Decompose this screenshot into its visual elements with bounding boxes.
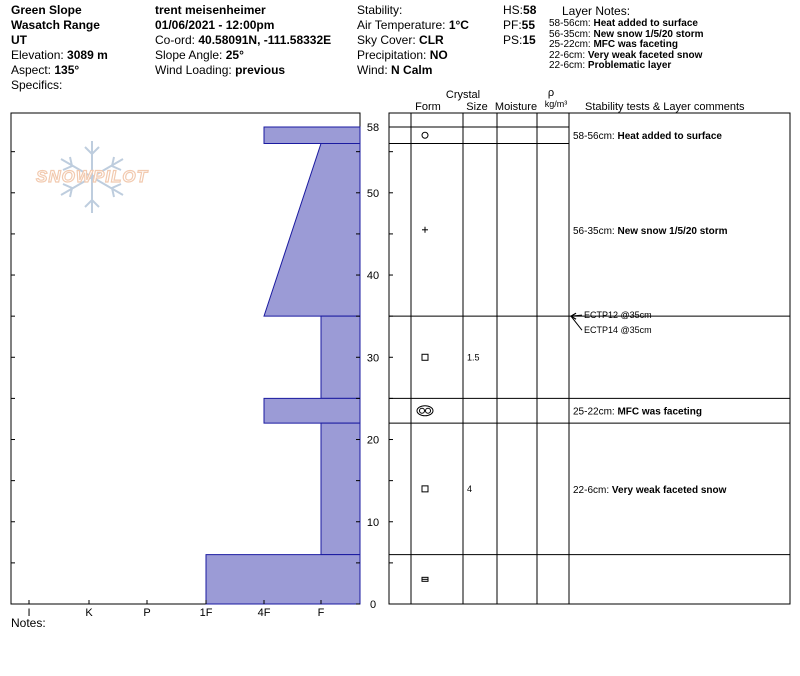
elevation-value: 3089 m bbox=[67, 48, 108, 62]
moisture-header: Moisture bbox=[494, 101, 538, 113]
layer-comment-range: 22-6cm: bbox=[573, 484, 612, 496]
coord-label: Co-ord: bbox=[155, 33, 196, 47]
x-tick-label: F bbox=[317, 607, 325, 619]
y-tick-label: 40 bbox=[366, 270, 380, 283]
square-icon bbox=[422, 486, 428, 492]
layer-comment bbox=[573, 485, 727, 496]
layer-note-text: MFC was faceting bbox=[593, 39, 678, 50]
pf-label: PF: bbox=[503, 18, 522, 32]
stability-label: Stability: bbox=[357, 3, 403, 17]
crystal-size: 1.5 bbox=[467, 352, 480, 363]
density-unit: kg/m³ bbox=[544, 99, 568, 109]
layer-note-text: New snow 1/5/20 storm bbox=[593, 28, 704, 40]
double-circle-icon bbox=[417, 406, 433, 416]
layer-note-text: Very weak faceted snow bbox=[587, 49, 703, 61]
hardness-layer bbox=[264, 398, 360, 423]
crust-icon bbox=[422, 577, 428, 581]
layer-note-range: 25-22cm: bbox=[549, 39, 591, 50]
x-tick-label: 4F bbox=[257, 607, 271, 619]
ps-label: PS: bbox=[503, 33, 523, 47]
logo-text: SNOWPILOT bbox=[36, 167, 148, 186]
ps-value: 15 bbox=[522, 33, 536, 47]
density-symbol: ρ bbox=[547, 87, 555, 99]
stability-test-pointer bbox=[571, 316, 582, 330]
aspect-label: Aspect: bbox=[11, 63, 52, 77]
layer-table-frame bbox=[389, 113, 790, 604]
precip-value: NO bbox=[429, 48, 448, 62]
hardness-layer bbox=[206, 555, 360, 604]
crystal-header: Crystal bbox=[445, 89, 481, 101]
crystal-size: 4 bbox=[467, 483, 473, 494]
layer-comment-range: 25-22cm: bbox=[573, 406, 618, 418]
y-tick-label: 30 bbox=[366, 352, 380, 365]
layer-comment-text: Very weak faceted snow bbox=[611, 484, 727, 496]
y-tick-label: 20 bbox=[366, 434, 380, 447]
hardness-layer bbox=[264, 127, 360, 143]
state-name: UT bbox=[11, 33, 27, 47]
size-header: Size bbox=[466, 101, 488, 113]
layer-comment bbox=[573, 131, 722, 142]
layer-comment-text: MFC was faceting bbox=[617, 406, 702, 418]
y-tick-label: 58 bbox=[366, 122, 380, 134]
specifics-label: Specifics: bbox=[11, 78, 63, 92]
layer-notes-title: Layer Notes: bbox=[562, 4, 631, 18]
observation-datetime: 01/06/2021 - 12:00pm bbox=[155, 18, 275, 32]
hardness-layer bbox=[321, 423, 360, 555]
hardness-profile bbox=[206, 127, 360, 604]
hardness-layer bbox=[264, 143, 360, 316]
layer-note-range: 58-56cm: bbox=[549, 18, 591, 29]
y-tick-label: 0 bbox=[369, 599, 377, 611]
layer-comment-text: Heat added to surface bbox=[617, 131, 722, 143]
x-tick-label: 1F bbox=[199, 607, 213, 619]
layer-note-range: 22-6cm: bbox=[549, 60, 586, 71]
pf-value: 55 bbox=[521, 18, 536, 32]
observer-name: trent meisenheimer bbox=[155, 3, 266, 17]
layer-note-text: Heat added to surface bbox=[593, 18, 698, 29]
y-tick-label: 10 bbox=[366, 516, 380, 529]
x-tick-label: K bbox=[85, 607, 93, 619]
layer-note-text: Problematic layer bbox=[587, 60, 672, 71]
elevation-label: Elevation: bbox=[11, 48, 64, 62]
range-name: Wasatch Range bbox=[11, 18, 100, 32]
layer-rows bbox=[389, 127, 790, 581]
wind-label: Wind: bbox=[357, 63, 388, 77]
layer-comment bbox=[573, 407, 702, 418]
layer-note-range: 56-35cm: bbox=[549, 28, 591, 40]
x-tick-label: P bbox=[143, 607, 151, 619]
circle-icon bbox=[422, 132, 428, 138]
wind-loading-label: Wind Loading: bbox=[155, 63, 232, 77]
plus-icon bbox=[422, 227, 428, 233]
layer-comment bbox=[573, 226, 728, 237]
form-header: Form bbox=[415, 101, 441, 113]
layer-comment-text: New snow 1/5/20 storm bbox=[617, 225, 728, 237]
layer-comment-range: 56-35cm: bbox=[573, 225, 618, 237]
hs-label: HS: bbox=[503, 3, 524, 17]
layer-note-range: 22-6cm: bbox=[549, 49, 586, 61]
sky-label: Sky Cover: bbox=[357, 33, 416, 47]
slope-value: 25° bbox=[225, 48, 244, 62]
air-temp-label: Air Temperature: bbox=[357, 18, 446, 32]
slope-label: Slope Angle: bbox=[155, 48, 223, 62]
precip-label: Precipitation: bbox=[357, 48, 427, 62]
x-tick-label: I bbox=[27, 607, 31, 619]
snowpilot-logo bbox=[36, 141, 149, 213]
aspect-value: 135° bbox=[54, 63, 80, 77]
sky-value: CLR bbox=[419, 33, 444, 47]
stability-test-label: ECTP12 @35cm bbox=[584, 310, 652, 321]
wind-loading-value: previous bbox=[235, 63, 286, 77]
hs-value: 58 bbox=[523, 3, 537, 17]
y-tick-label: 50 bbox=[366, 187, 380, 200]
coord-value: 40.58091N, -111.58332E bbox=[198, 33, 332, 47]
stability-test-label: ECTP14 @35cm bbox=[584, 325, 652, 336]
hardness-layer bbox=[321, 316, 360, 398]
notes-label: Notes: bbox=[11, 616, 46, 630]
location-name: Green Slope bbox=[11, 3, 82, 17]
stability-header: Stability tests & Layer comments bbox=[585, 101, 745, 113]
layer-comment-range: 58-56cm: bbox=[573, 131, 618, 143]
square-icon bbox=[422, 354, 428, 360]
wind-value: N Calm bbox=[391, 63, 433, 77]
air-temp-value: 1°C bbox=[448, 18, 469, 32]
